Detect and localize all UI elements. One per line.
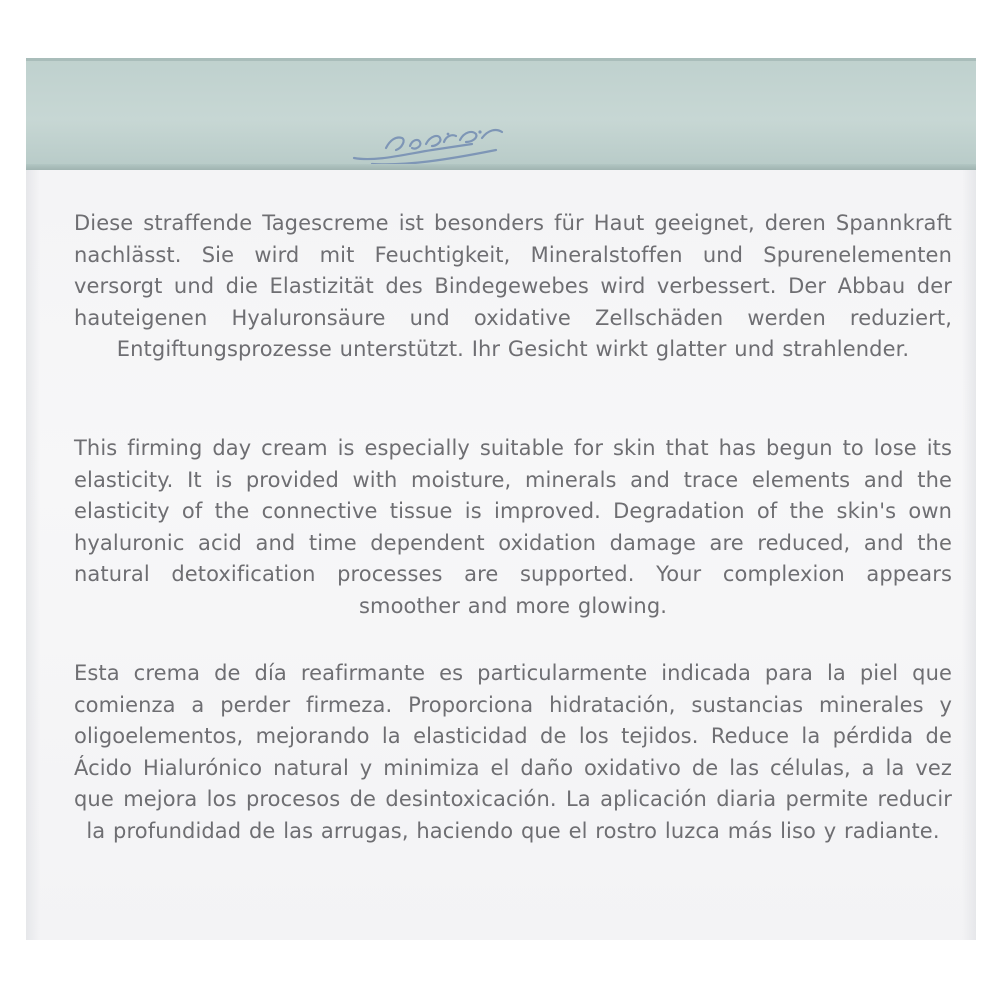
box-front-panel	[26, 170, 976, 940]
panel-shade-left	[26, 170, 40, 940]
english-description: This firming day cream is especially suitable for skin that has begun to lose its elasticity. It is provided with moisture, minerals and trace elements and the elasticity of the connective tissue is improved. Degradation of the skin's own hyaluronic acid and time dependent oxidation damage are reduced, and the natural detoxification processes are supported. Your complexion appears smoother and more glowing.	[74, 436, 952, 618]
panel-shade-right	[962, 170, 976, 940]
lid-top-edge	[26, 58, 976, 61]
box-lid	[26, 58, 976, 170]
german-description: Diese straffende Tagescreme ist besonders für Haut geeignet, deren Spannkraft nachlässt. Sie wird mit Feuchtigkeit, Mineralstoffen und Spurenelementen versorgt und die Elastizität des Bindegewebes wird verbessert. Der Abbau der hauteigenen Hyaluronsäure und oxidative Zellschäden werden reduziert, Entgiftungsprozesse unterstützt. Ihr Gesicht wirkt glatter und strahlender.	[74, 211, 952, 362]
spanish-description: Esta crema de día reafirmante es particularmente indicada para la piel que comienza a perder firmeza. Proporciona hidratación, sustancias minerales y oligoelementos, mejorando la elasticidad de los tejidos. Reduce la pérdida de Ácido Hialurónico natural y minimiza el daño oxidativo de las células, a la vez que mejora los procesos de desintoxicación. La aplicación diaria permite reducir la profundidad de las arrugas, haciendo que el rostro luzca más liso y radiante.	[74, 661, 952, 843]
